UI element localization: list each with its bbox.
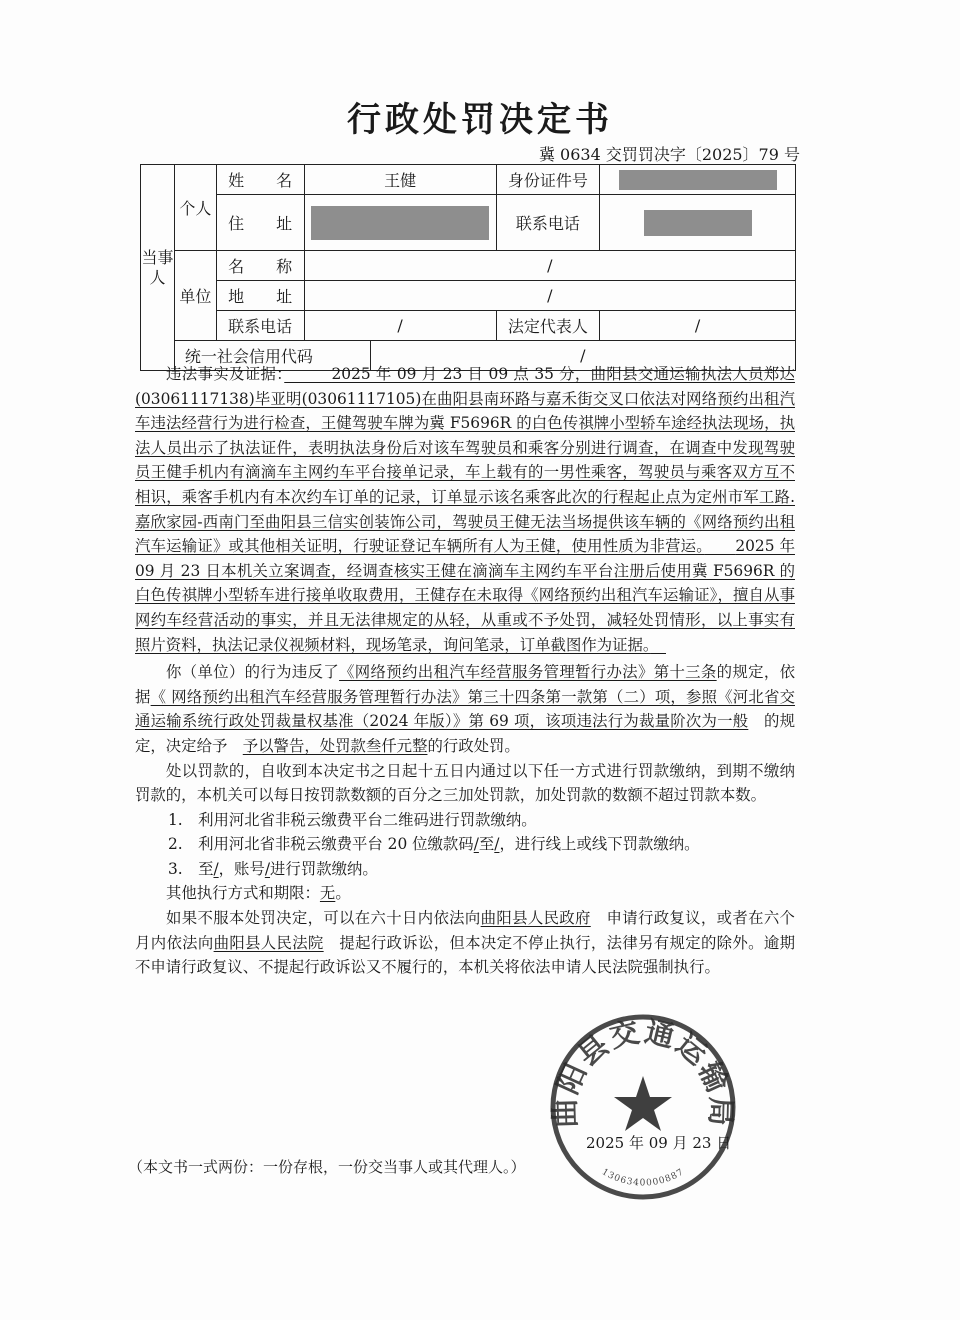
other-method: 其他执行方式和期限：无。 <box>166 884 351 903</box>
violation-paragraph: 你（单位）的行为违反了《网络预约出租汽车经营服务管理暂行办法》第十三条的规定，依据《 网络预约出租汽车经营服务管理暂行办法》第三十四条第一款第（二）项，参照《河北省交通运输系统行政处罚裁量权基准（2024 年版）》第 69 项，该项违法行为裁量阶次为一般 的规定，决定给予 予以警告，处罚款叁仟元整的行政处罚。 <box>135 663 795 755</box>
unit-name-label: 名 称 <box>216 251 304 281</box>
document-body <box>135 362 795 980</box>
unit-label: 单位 <box>174 251 216 341</box>
appeal-court: 曲阳县人民法院 <box>213 933 324 952</box>
address-label: 住 址 <box>216 195 304 251</box>
payment-code-from: / <box>473 835 479 854</box>
credit-code-label: 统一社会信用代码 <box>174 341 370 371</box>
other-method-value: 无 <box>319 884 336 903</box>
individual-label: 个人 <box>174 165 216 251</box>
unit-address-label: 地 址 <box>216 281 304 311</box>
facts-text-2: 2025 年 09 月 23 日本机关立案调查，经调查核实王健在滴滴车主网约车平台注册后使用冀 F5696R 的白色传祺牌小型轿车进行接单收取费用，王健存在未取得《网络预约出租汽车运输证》，擅自从事网约车经营活动的事实，并且无法律规定的从轻，从重或不予处罚，减轻处罚情形，以上事实有照片资料，执法记录仪视频材料，现场笔录，询问笔录，订单截图作为证据。 <box>135 537 795 654</box>
id-redaction <box>619 170 777 190</box>
name-label: 姓 名 <box>216 165 304 195</box>
credit-code-value: / <box>370 341 795 371</box>
payment-item-2: 2. 利用河北省非税云缴费平台 20 位缴款码/至/，进行线上或线下罚款缴纳。 <box>168 835 700 854</box>
basis-law: 《 网络预约出租汽车经营服务管理暂行办法》第三十四条第一款第（二）项，参照《河北省交通运输系统行政处罚裁量权基准（2024 年版）》第 69 项，该项违法行为裁量阶次为一般 <box>135 687 795 731</box>
payment-item-1: 1. 利用河北省非税云缴费平台二维码进行罚款缴纳。 <box>168 810 537 829</box>
address-redaction <box>311 206 489 240</box>
payment-code-to: / <box>494 835 500 854</box>
facts-label: 违法事实及证据： <box>166 365 285 383</box>
payment-item-3: 3. 至/，账号/进行罚款缴纳。 <box>168 859 378 878</box>
seal-code: 1306340000887 <box>599 1167 687 1189</box>
unit-phone-label: 联系电话 <box>216 311 304 341</box>
svg-text:1306340000887 <box>600 1167 686 1188</box>
payment-account: / <box>264 859 271 878</box>
phone-redaction <box>644 210 752 236</box>
legal-rep-label: 法定代表人 <box>496 311 600 341</box>
document-title: 行政处罚决定书 <box>347 100 613 140</box>
party-label: 当事人 <box>141 165 175 371</box>
name-value: 王健 <box>304 165 496 195</box>
seal-text: 曲阳县交通运输局 <box>548 1014 738 1129</box>
legal-rep-value: / <box>600 311 796 341</box>
unit-address-value: / <box>304 281 795 311</box>
penalty-value: 予以警告，处罚款叁仟元整 <box>242 736 428 755</box>
address-value <box>304 195 496 251</box>
violated-law: 《网络预约出租汽车经营服务管理暂行办法》第十三条 <box>339 663 717 682</box>
facts-text: 2025 年 09 月 23 日 09 点 35 分，曲阳县交通运输执法人员郑达(03061117138)毕亚明(03061117105)在曲阳县南环路与嘉禾街交叉口依法对网络预约出租汽车违法经营行为进行检查，王健驾驶车牌为冀 F5696R 的白色传祺牌小型轿车途经执法现场，执法人员出示了执法证件，表明执法身份后对该车驾驶员和乘客分别进行调查，在调查中发现驾驶员王健手机内有滴滴车主网约车平台接单记录，车上载有的一男性乘客，驾驶员与乘客双方互不相识，乘客手机内有本次约车订单的记录，订单显示该名乘客此次的行程起止点为定州市军工路.嘉欣家园-西南门至曲阳县三信实创装饰公司，驾驶员王健无法当场提供该车辆的《网络预约出租汽车运输证》或其他相关证明，行驶证登记车辆所有人为王健，使用性质为非营运。 2025 年 09 月 23 日本机关立案调查，经调查核实王健在滴滴车主网约车平台注册后使用冀 F5696R 的白色传祺牌小型轿车进行接单收取费用，王健存在未取得《网络预约出租汽车运输证》，擅自从事网约车经营活动的事实，并且无法律规定的从轻，从重或不予处罚，减轻处罚情形，以上事实有照片资料，执法记录仪视频材料，现场笔录，询问笔录，订单截图作为证据。 <box>135 365 795 654</box>
facts-paragraph <box>135 362 795 657</box>
appeal-paragraph: 如果不服本处罚决定，可以在六十日内依法向曲阳县人民政府 申请行政复议，或者在六个月内依法向曲阳县人民法院 提起行政诉讼，但本决定不停止执行，法律另有规定的除外。逾期不申请行政复议、不提起行政诉讼又不履行的，本机关将依法申请人民法院强制执行。 <box>135 909 795 977</box>
id-value <box>600 165 796 195</box>
phone-value <box>600 195 796 251</box>
footer-note: （本文书一式两份：一份存根，一份交当事人或其代理人。） <box>128 1158 526 1176</box>
phone-label: 联系电话 <box>496 195 600 251</box>
star-icon <box>614 1076 672 1131</box>
appeal-government: 曲阳县人民政府 <box>480 909 591 928</box>
official-seal-stamp <box>548 1012 738 1202</box>
payment-intro: 处以罚款的，自收到本决定书之日起十五日内通过以下任一方式进行罚款缴纳，到期不缴纳罚款的，本机关可以每日按罚款数额的百分之三加处罚款，加处罚款的数额不超过罚款本数。 <box>135 761 795 805</box>
unit-name-value: / <box>304 251 795 281</box>
party-info-table <box>140 164 796 371</box>
unit-phone-value: / <box>304 311 496 341</box>
document-number: 冀 0634 交罚罚决字〔2025〕79 号 <box>538 145 800 164</box>
issue-date: 2025 年 09 月 23 日 <box>586 1134 732 1152</box>
id-label: 身份证件号 <box>496 165 600 195</box>
payment-bank: / <box>213 859 219 878</box>
